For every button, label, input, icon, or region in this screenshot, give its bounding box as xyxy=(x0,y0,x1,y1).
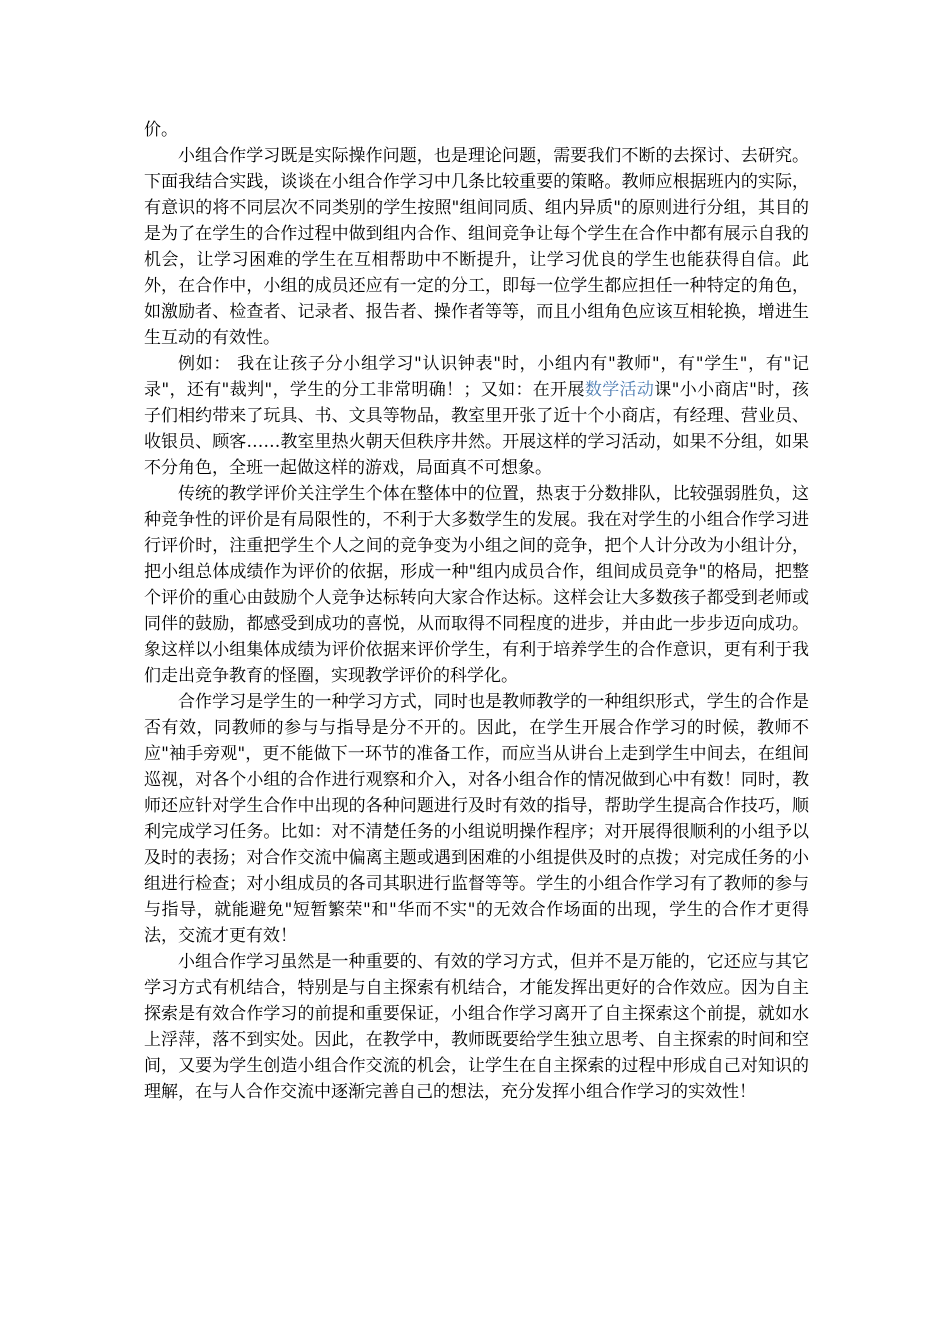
paragraph-strategy-intro xyxy=(144,143,809,351)
paragraph-continuation xyxy=(144,117,809,143)
paragraph-text: 传统的教学评价关注学生个体在整体中的位置，热衷于分数排队，比较强弱胜负，这种竞争性的评价是有局限性的，不利于大多数学生的发展。我在对学生的小组合作学习进行评价时，注重把学生个人之间的竞争变为小组之间的竞争，把个人计分改为小组计分，把小组总体成绩作为评价的依据，形成一种"组内成员合作，组间成员竞争"的格局，把整个评价的重心由鼓励个人竞争达标转向大家合作达标。这样会让大多数孩子都受到老师或同伴的鼓励，都感受到成功的喜悦，从而取得不同程度的进步，并由此一步步迈向成功。象这样以小组集体成绩为评价依据来评价学生，有利于培养学生的合作意识，更有利于我们走出竞争教育的怪圈，实现教学评价的科学化。 xyxy=(144,484,809,686)
paragraph-teacher-guidance xyxy=(144,689,809,949)
paragraph-text: 小组合作学习虽然是一种重要的、有效的学习方式，但并不是万能的，它还应与其它学习方式有机结合，特别是与自主探索有机结合，才能发挥出更好的合作效应。因为自主探索是有效合作学习的前提和重要保证，小组合作学习离开了自主探索这个前提，就如水上浮萍，落不到实处。因此，在教学中，教师既要给学生独立思考、自主探索的时间和空间，又要为学生创造小组合作交流的机会，让学生在自主探索的过程中形成自己对知识的理解，在与人合作交流中逐渐完善自己的想法，充分发挥小组合作学习的实效性！ xyxy=(144,952,809,1102)
paragraph-text: 例如： 我在让孩子分小组学习"认识钟表"时，小组内有"教师"，有"学生"，有"记录"，还有"裁判"，学生的分工非常明确！；又如：在开展 xyxy=(144,354,809,400)
paragraph-text: 合作学习是学生的一种学习方式，同时也是教师教学的一种组织形式，学生的合作是否有效，同教师的参与与指导是分不开的。因此，在学生开展合作学习的时候，教师不应"袖手旁观"，更不能做下一环节的准备工作，而应当从讲台上走到学生中间去，在组间巡视，对各个小组的合作进行观察和介入，对各小组合作的情况做到心中有数！同时，教师还应针对学生合作中出现的各种问题进行及时有效的指导，帮助学生提高合作技巧，顺利完成学习任务。比如：对不清楚任务的小组说明操作程序；对开展得很顺利的小组予以及时的表扬；对合作交流中偏离主题或遇到困难的小组提供及时的点拨；对完成任务的小组进行检查；对小组成员的各司其职进行监督等等。学生的小组合作学习有了教师的参与与指导，就能避免"短暂繁荣"和"华而不实"的无效合作场面的出现，学生的合作才更得法，交流才更有效！ xyxy=(144,692,809,946)
paragraph-evaluation xyxy=(144,481,809,689)
paragraph-text: 课"小小商店"时，孩子们相约带来了玩具、书、文具等物品，教室里开张了近十个小商店，有经理、营业员、收银员、顾客……教室里热火朝天但秩序井然。开展这样的学习活动，如果不分组，如果不分角色，全班一起做这样的游戏，局面真不可想象。 xyxy=(144,380,809,478)
paragraph-conclusion xyxy=(144,949,809,1105)
paragraph-text: 小组合作学习既是实际操作问题，也是理论问题，需要我们不断的去探讨、去研究。下面我结合实践，谈谈在小组合作学习中几条比较重要的策略。教师应根据班内的实际，有意识的将不同层次不同类别的学生按照"组间同质、组内异质"的原则进行分组，其目的是为了在学生的合作过程中做到组内合作、组间竞争让每个学生在合作中都有展示自我的机会，让学习困难的学生在互相帮助中不断提升，让学习优良的学生也能获得自信。此外，在合作中，小组的成员还应有一定的分工，即每一位学生都应担任一种特定的角色，如激励者、检查者、记录者、报告者、操作者等等，而且小组角色应该互相轮换，增进生生互动的有效性。 xyxy=(144,146,809,348)
math-activity-link[interactable]: 数学活动 xyxy=(584,380,655,400)
document-body xyxy=(144,117,809,1105)
paragraph-text: 价。 xyxy=(144,120,178,140)
paragraph-example xyxy=(144,351,809,481)
